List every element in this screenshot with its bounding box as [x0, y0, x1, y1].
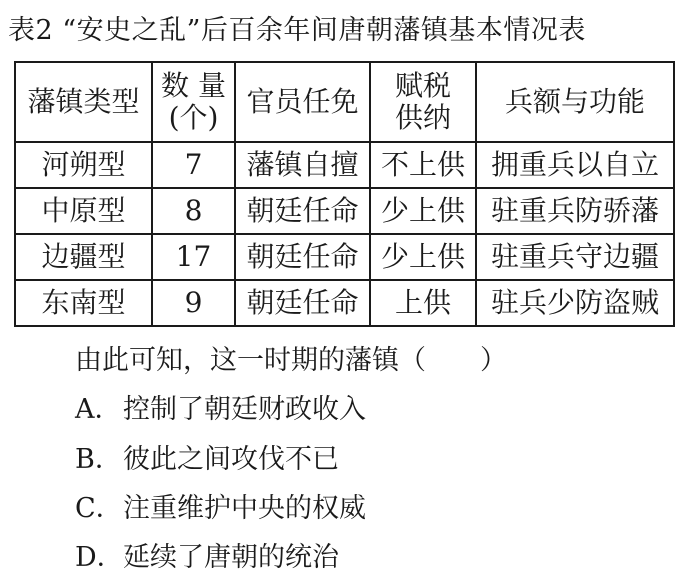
option-d[interactable]: [75, 535, 339, 574]
header-cell: 数 量 (个): [152, 62, 235, 142]
option-text: 延续了唐朝的统治: [123, 542, 339, 573]
table-row: [15, 234, 674, 280]
table-cell: 8: [152, 188, 235, 234]
table-cell: 少上供: [370, 234, 476, 280]
fanzhen-table: [14, 61, 675, 327]
header-cell: 藩镇类型: [15, 62, 152, 142]
option-letter: C．: [75, 493, 123, 524]
option-a[interactable]: [75, 387, 366, 426]
option-letter: B．: [75, 444, 122, 475]
option-c[interactable]: [75, 486, 366, 525]
table-cell: 7: [152, 142, 235, 188]
table-cell: 朝廷任命: [235, 234, 370, 280]
option-text: 彼此之间攻伐不已: [123, 444, 339, 475]
table-header-row: [15, 62, 674, 142]
header-cell: 兵额与功能: [476, 62, 674, 142]
header-cell: 官员任免: [235, 62, 370, 142]
table-cell: 上供: [370, 280, 476, 326]
table-cell: 不上供: [370, 142, 476, 188]
table-cell: 朝廷任命: [235, 280, 370, 326]
option-text: 控制了朝廷财政收入: [123, 394, 366, 425]
header-cell: 赋税 供纳: [370, 62, 476, 142]
option-b[interactable]: [75, 437, 339, 476]
table-cell: 17: [152, 234, 235, 280]
table-cell: 朝廷任命: [235, 188, 370, 234]
table-cell: 中原型: [15, 188, 152, 234]
table-caption: 表2 “安史之乱”后百余年间唐朝藩镇基本情况表: [8, 15, 586, 46]
option-text: 注重维护中央的权威: [123, 493, 366, 524]
table-cell: 东南型: [15, 280, 152, 326]
question-stem: 由此可知，这一时期的藩镇（ ）: [75, 345, 507, 376]
table-row: [15, 188, 674, 234]
table-cell: 少上供: [370, 188, 476, 234]
table-cell: 边疆型: [15, 234, 152, 280]
table-cell: 拥重兵以自立: [476, 142, 674, 188]
table-row: [15, 142, 674, 188]
table-cell: 河朔型: [15, 142, 152, 188]
table-cell: 驻兵少防盗贼: [476, 280, 674, 326]
option-letter: A．: [75, 394, 122, 425]
table-cell: 9: [152, 280, 235, 326]
option-letter: D．: [75, 542, 124, 573]
table-cell: 驻重兵防骄藩: [476, 188, 674, 234]
table-cell: 驻重兵守边疆: [476, 234, 674, 280]
table-cell: 藩镇自擅: [235, 142, 370, 188]
table-row: [15, 280, 674, 326]
